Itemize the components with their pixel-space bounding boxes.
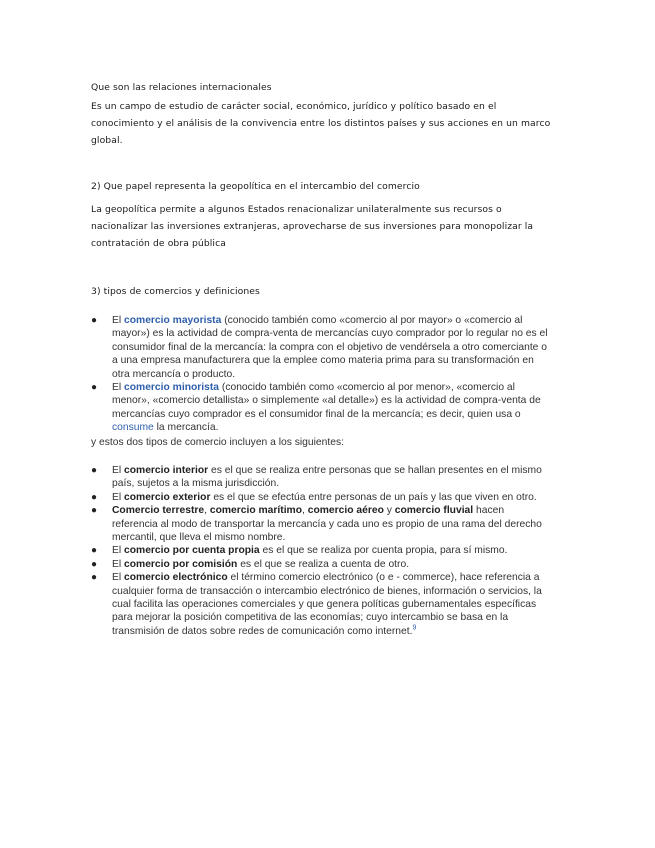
question-2-answer: La geopolítica permite a algunos Estados renacionalizar unilateralmente sus recursos o nacionalizar las inversiones extranjeras, aprovecharse de sus inversiones para monopolizar la contratación de obra pública [91,204,534,249]
list-item-electronico: ● El comercio electrónico el término comercio electrónico (o e - commerce), hace referencia a cualquier forma de transacción o intercambio electrónico de bienes, información o servicios, la cual facilita las operaciones comerciales y que genera políticas gubernamentales específicas para mejorar la posición competitiva de las economías; cuyo intercambio se basa en la transmisión de datos sobre redes de comunicación como internet.$^9$ [91,572,542,637]
bullet-icon: ● [91,382,98,394]
question-2-heading: 2) Que papel representa la geopolítica en el intercambio del comercio [91,181,420,192]
link-comercio-minorista[interactable]: comercio minorista [124,382,220,394]
footnote-link[interactable]: 9 [412,624,417,632]
bullet-icon: ● [91,465,98,476]
commerce-types-list [91,314,551,435]
bullet-icon: ● [91,572,98,584]
list-item-exterior: ● El comercio exterior es el que se efectúa entre personas de un país y las que viven en otro. [91,491,537,503]
bullet-icon: ● [91,491,98,503]
link-consume[interactable]: consume [112,422,154,434]
list-item-transporte: ● Comercio terrestre, comercio marítimo, comercio aéreo y comercio fluvial hacen referencia al modo de transportar la mercancía y cada uno es propio de una rama del derecho mercantil, que lleva el mismo nombre. [91,505,542,544]
bullet-icon: ● [91,558,98,570]
commerce-subtypes-list [91,464,551,638]
question-3-heading: 3) tipos de comercios y definiciones [91,286,260,297]
intro-text: y estos dos tipos de comercio incluyen a los siguientes: [91,437,344,448]
question-1-heading: Que son las relaciones internacionales [91,82,272,93]
list-item-minorista: ● El comercio minorista (conocido también como «comercio al por menor», «comercio al menor», «comercio detallista» o simplemente «al detalle») es la actividad de compra-venta de mercancías cuyo comprador es el consumidor final de la mercancía; es decir, quien usa o consume la mercancía. [91,382,541,434]
bullet-icon: ● [91,545,98,557]
link-comercio-mayorista[interactable]: comercio mayorista [124,315,222,326]
bullet-icon: ● [91,315,98,326]
list-item-mayorista: ● El comercio mayorista (conocido también como «comercio al por mayor» o «comercio al mayor») es la actividad de compra-venta de mercancías cuyo comprador por lo regular no es el consumidor final de la mercancía: la compra con el objetivo de vendérsela a otro comerciante o a una empresa manufacturera que la emplee como materia prima para su transformación en otra mercancía o producto. [91,315,548,380]
list-item-interior: ● El comercio interior es el que se realiza entre personas que se hallan presentes en el mismo país, sujetos a la misma jurisdicción. [91,465,542,490]
list-item-comision: ● El comercio por comisión es el que se realiza a cuenta de otro. [91,558,410,570]
bullet-icon: ● [91,505,98,517]
list-item-cuenta-propia: ● El comercio por cuenta propia es el que se realiza por cuenta propia, para sí mismo. [91,545,508,557]
question-1-answer: Es un campo de estudio de carácter social, económico, jurídico y político basado en el conocimiento y el análisis de la convivencia entre los distintos países y sus acciones en un marco global. [91,101,551,146]
